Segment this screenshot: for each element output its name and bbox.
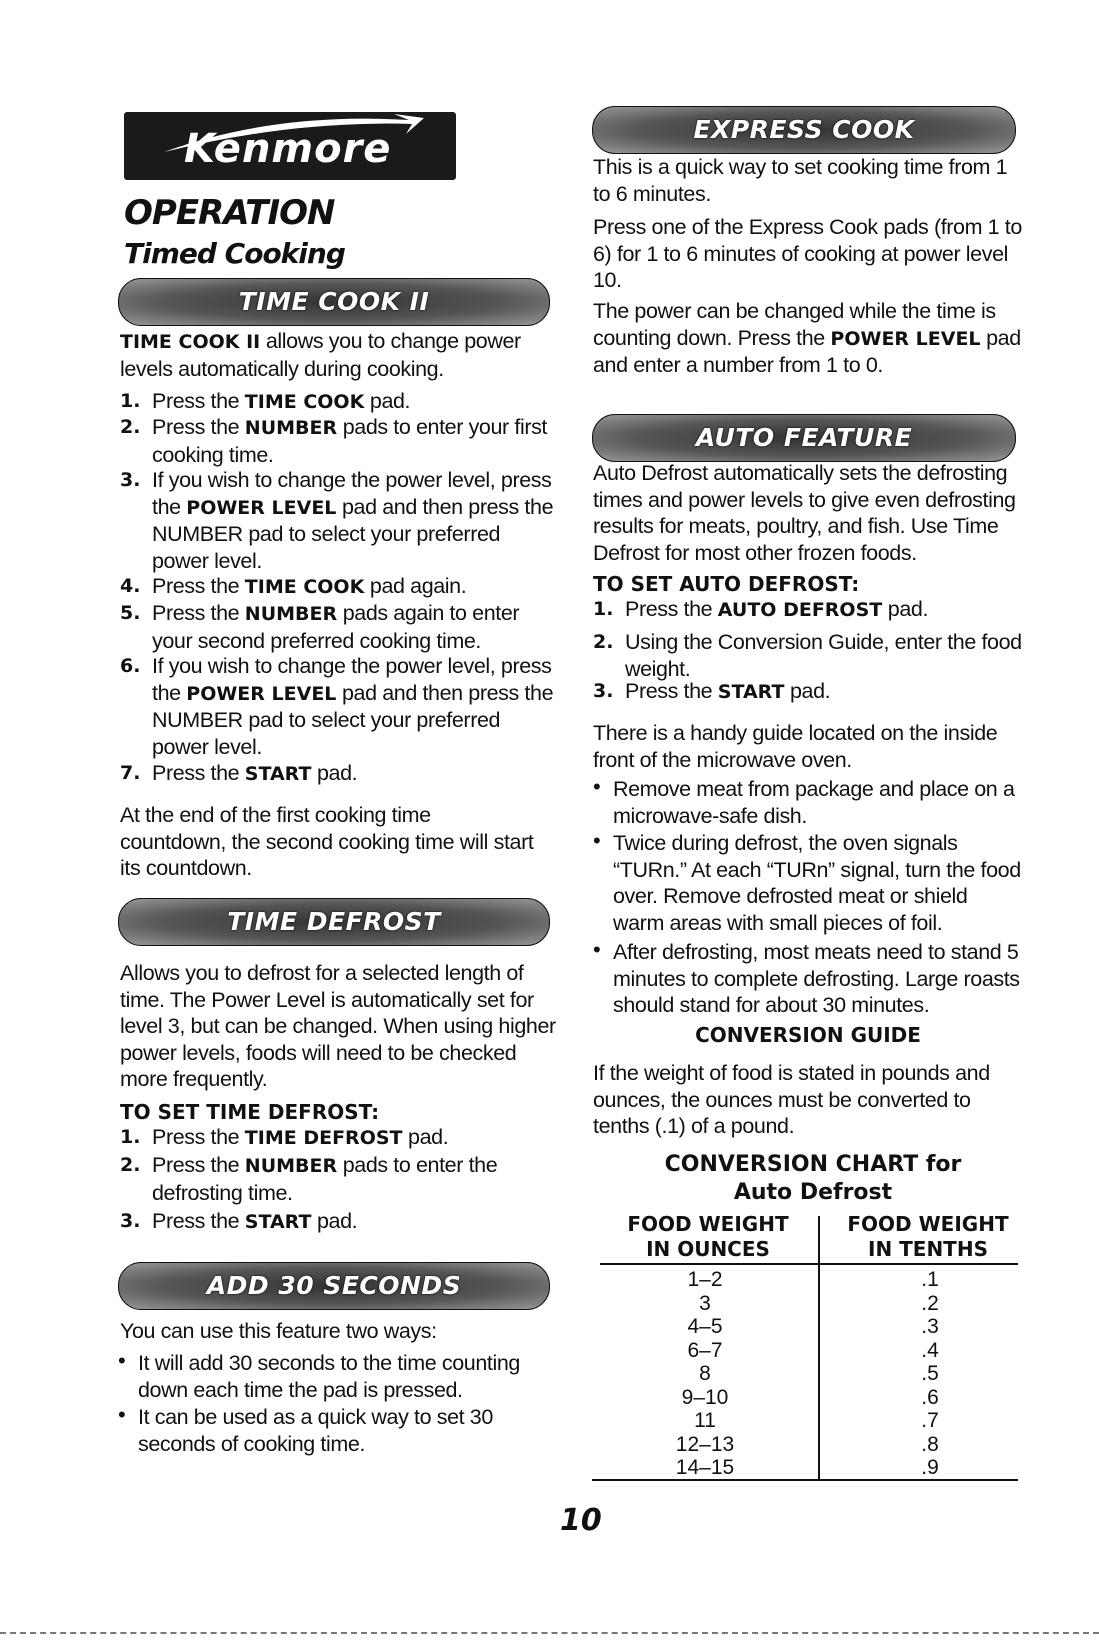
bullet-text: Remove meat from package and place on a microwave-safe dish. [613,777,1015,828]
table-cell-tenths: .8 [921,1432,939,1456]
time-defrost-banner: TIME DEFROST [118,898,550,946]
col-header-tenths: FOOD WEIGHT IN TENTHS [847,1212,1009,1261]
step-post: pads to enter the defrosting time. [152,1153,498,1205]
step-post: pad. [882,597,929,621]
table-cell-tenths: .5 [921,1362,939,1385]
step-text [152,760,562,788]
step-number: 3. [593,680,614,702]
table-cell-tenths: .3 [921,1315,939,1338]
step-post: pads to enter your first cooking time. [152,415,548,467]
step-text [152,467,562,574]
bullet-dot: • [118,1348,126,1373]
conversion-guide-heading: CONVERSION GUIDE [695,1023,921,1047]
step-pre: Press the [152,574,245,598]
step-text [152,388,562,416]
time-defrost-body: Allows you to defrost for a selected length of time. The Power Level is automatically set for level 3, but can be changed. When using higher power levels, foods will need to be checked more frequently. [120,961,556,1091]
table-cell-ounces: 4–5 [687,1315,723,1338]
table-cell-tenths: .2 [921,1291,939,1315]
step-post: pad again. [364,574,467,598]
table-cell-tenths: .1 [921,1268,939,1291]
section-subtitle: Timed Cooking [124,237,345,270]
bullet-text: After defrosting, most meats need to stand 5 minutes to complete defrosting. Large roasts should stand for about 30 minutes. [613,940,1020,1017]
table-cell-ounces: 11 [694,1409,716,1432]
step-number: 1. [120,1126,141,1148]
step-post: pad and then press the NUMBER pad to select your preferred power level. [152,494,554,573]
auto-guide-note: There is a handy guide located on the inside front of the microwave oven. [593,721,998,772]
step-post: pad and then press the NUMBER pad to select your preferred power level. [152,680,554,759]
step-number: 2. [120,1154,141,1176]
step-text [152,414,562,468]
step-text [152,600,562,654]
bullet-dot: • [593,828,601,853]
step-number: 3. [120,1210,141,1232]
time-defrost-subhead: TO SET TIME DEFROST: [120,1100,380,1124]
table-header-rule [600,1263,1018,1265]
kenmore-logo [124,112,456,180]
step-pre: Press the [152,1125,245,1149]
step-number: 1. [593,598,614,620]
step-post: pad. [402,1125,449,1149]
step-text [152,1124,562,1152]
table-cell-ounces: 3 [699,1291,711,1315]
step-number: 2. [120,416,141,438]
conversion-guide-body: If the weight of food is stated in pounds and ounces, the ounces must be converted to tenths (.1) of a pound. [593,1061,990,1138]
time-cook-ii-banner: TIME COOK II [118,278,550,326]
time-cook-ii-intro: TIME COOK II allows you to change power levels automatically during cooking. [120,329,521,381]
step-number: 1. [120,390,141,412]
step-bold: START [244,1211,312,1233]
conversion-chart-title-1: CONVERSION CHART for [664,1152,962,1177]
step-number: 4. [120,575,141,597]
step-pre: If you wish to change the power level, press the [152,468,552,519]
step-pre: Press the [152,415,245,439]
step-bold: NUMBER [244,603,338,625]
step-post: pad. [784,679,831,703]
table-cell-ounces: 9–10 [681,1385,729,1409]
step-bold: POWER LEVEL [186,682,337,705]
step-pre: Using the Conversion Guide, enter the food weight. [625,630,1022,681]
step-post: pad. [311,761,358,785]
add-30-seconds-banner: ADD 30 SECONDS [118,1262,550,1310]
express-cook-banner: EXPRESS COOK [592,106,1016,154]
step-text [625,629,1025,683]
table-cell-ounces: 12–13 [675,1432,735,1456]
step-bold: TIME COOK [244,576,365,598]
step-post: pad. [311,1209,358,1233]
step-post: pad. [364,389,411,413]
bullet-dot: • [118,1402,126,1427]
page-number: 10 [560,1503,602,1538]
step-number: 6. [120,655,141,677]
table-cell-ounces: 1–2 [687,1268,723,1291]
auto-defrost-subhead: TO SET AUTO DEFROST: [593,572,860,596]
section-title: OPERATION [124,193,335,233]
bullet-dot: • [593,937,601,962]
col-header-ounces: FOOD WEIGHT IN OUNCES [627,1212,789,1261]
step-post: pads again to enter your second preferred cooking time. [152,601,520,653]
step-text [152,653,562,760]
step-bold: TIME DEFROST [244,1127,403,1149]
step-pre: Press the [625,597,718,621]
step-number: 3. [120,469,141,491]
table-cell-ounces: 14–15 [675,1456,735,1479]
table-cell-ounces: 8 [699,1362,711,1385]
step-bold: NUMBER [244,417,338,439]
bullet-dot: • [593,774,601,799]
conversion-chart-title-2: Auto Defrost [733,1180,893,1205]
brand-name: Kenmore [184,126,392,172]
step-text [152,1152,562,1206]
step-number: 7. [120,762,141,784]
step-text [625,678,1025,706]
step-bold: START [244,763,312,785]
step-bold: AUTO DEFROST [717,599,883,621]
step-bold: POWER LEVEL [186,496,337,519]
step-text [152,573,562,601]
table-cell-ounces: 6–7 [687,1338,723,1362]
step-bold: TIME COOK [244,391,365,413]
bullet-text: It will add 30 seconds to the time counting down each time the pad is pressed. [138,1351,520,1402]
step-pre: Press the [152,389,245,413]
table-cell-tenths: .7 [921,1409,939,1432]
step-pre: Press the [152,1209,245,1233]
step-number: 5. [120,602,141,624]
step-pre: Press the [152,601,245,625]
step-bold: NUMBER [244,1155,338,1177]
express-cook-p3: The power can be changed while the time is counting down. Press the POWER LEVEL pad and enter a number from 1 to 0. [593,299,1021,377]
step-text [152,1208,562,1236]
time-cook-ii-outro: At the end of the first cooking time countdown, the second cooking time will start its countdown. [120,803,534,880]
express-cook-p1: This is a quick way to set cooking time from 1 to 6 minutes. [593,155,1008,206]
auto-feature-banner: AUTO FEATURE [592,414,1016,462]
table-cell-tenths: .4 [921,1338,939,1362]
step-bold: START [717,681,785,703]
step-pre: If you wish to change the power level, press the [152,654,552,705]
auto-feature-body: Auto Defrost automatically sets the defrosting times and power levels to give even defrosting results for meats, poultry, and fish. Use Time Defrost for most other frozen foods. [593,461,1016,565]
bullet-text: It can be used as a quick way to set 30 seconds of cooking time. [138,1405,493,1456]
step-number: 2. [593,631,614,653]
step-text [625,596,1025,624]
table-column-divider [818,1216,820,1481]
page-edge-dash [0,1632,1099,1634]
step-pre: Press the [152,1153,245,1177]
step-pre: Press the [152,761,245,785]
step-pre: Press the [625,679,718,703]
bullet-text: Twice during defrost, the oven signals “TURn.” At each “TURn” signal, turn the food over. Remove defrosted meat or shield warm areas with small pieces of foil. [613,831,1021,935]
express-cook-p2: Press one of the Express Cook pads (from 1 to 6) for 1 to 6 minutes of cooking at power level 10. [593,215,1022,292]
table-cell-tenths: .9 [921,1456,939,1479]
add-30-intro: You can use this feature two ways: [120,1319,437,1343]
table-cell-tenths: .6 [921,1385,939,1409]
